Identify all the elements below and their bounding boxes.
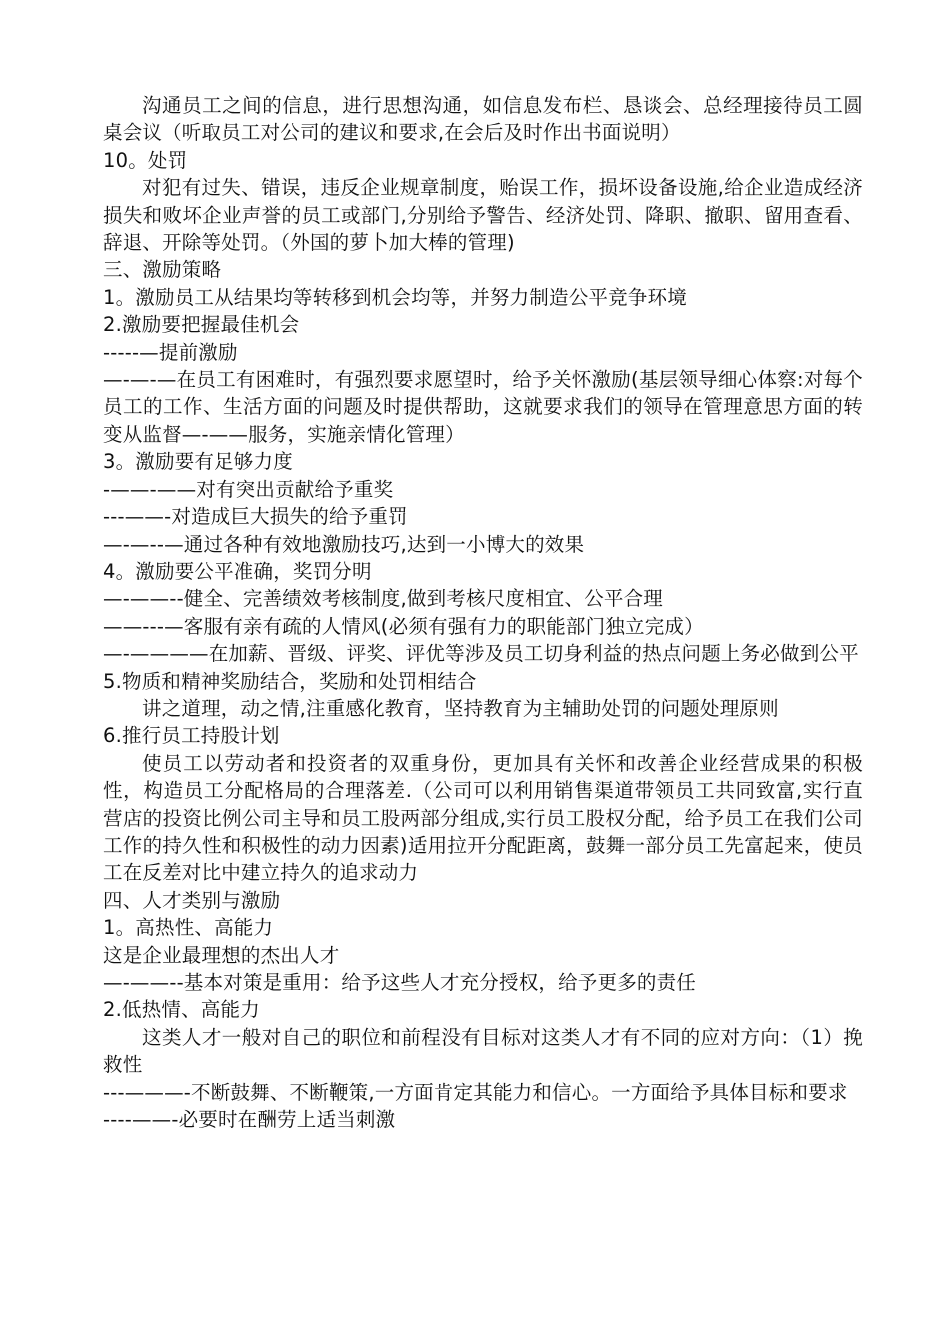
paragraph: 2.低热情、高能力 (103, 998, 260, 1022)
paragraph: —-—--—通过各种有效地激励技巧,达到一小博大的效果 (103, 532, 585, 556)
paragraph: 5.物质和精神奖励结合，奖励和处罚相结合 (103, 669, 477, 693)
paragraph: ---———-不断鼓舞、不断鞭策,一方面肯定其能力和信心。一方面给予具体目标和要求 (103, 1080, 848, 1104)
paragraph: 这是企业最理想的杰出人才 (103, 943, 340, 967)
paragraph: 使员工以劳动者和投资者的双重身份，更加具有关怀和改善企业经营成果的积极性，构造员工分配格局的合理落差.（公司可以利用销售渠道带领员工共同致富,实行直营店的投资比例公司主导和员工股两部分组成,实行员工股权分配，给予员工在我们公司工作的持久性和积极性的动力因素)适用拉开分配距离，鼓舞一部分员工先富起来，使员工在反差对比中建立持久的追求动力 (103, 751, 863, 885)
paragraph: 2.激励要把握最佳机会 (103, 313, 300, 337)
paragraph: -----—提前激励 (103, 340, 238, 364)
paragraph: 1。高热性、高能力 (103, 916, 274, 940)
paragraph: 沟通员工之间的信息，进行思想沟通，如信息发布栏、恳谈会、总经理接待员工圆桌会议（听取员工对公司的建议和要求,在会后及时作出书面说明） (103, 94, 863, 145)
paragraph: —-—-—在员工有困难时，有强烈要求愿望时，给予关怀激励(基层领导细心体察:对每个员工的工作、生活方面的问题及时提供帮助，这就要求我们的领导在管理意思方面的转变从监督—-——服务，实施亲情化管理） (103, 368, 863, 446)
paragraph: —-——--健全、完善绩效考核制度,做到考核尺度相宜、公平合理 (103, 587, 664, 611)
paragraph: 4。激励要公平准确，奖罚分明 (103, 559, 372, 583)
paragraph: 1。激励员工从结果均等转移到机会均等，并努力制造公平竞争环境 (103, 285, 687, 309)
paragraph: ----——-必要时在酬劳上适当刺激 (103, 1108, 396, 1132)
paragraph: 三、激励策略 (103, 258, 222, 282)
paragraph: ---——-对造成巨大损失的给予重罚 (103, 505, 408, 529)
paragraph: 3。激励要有足够力度 (103, 450, 293, 474)
paragraph: 6.推行员工持股计划 (103, 724, 280, 748)
paragraph: ——---—客服有亲有疏的人情风(必须有强有力的职能部门独立完成） (103, 614, 704, 638)
paragraph: 四、人才类别与激励 (103, 888, 281, 912)
paragraph: -——-——对有突出贡献给予重奖 (103, 477, 394, 501)
paragraph: 这类人才一般对自己的职位和前程没有目标对这类人才有不同的应对方向：（1）挽救性 (103, 1025, 863, 1077)
paragraph: —-————在加薪、晋级、评奖、评优等涉及员工切身利益的热点问题上务必做到公平 (103, 642, 859, 666)
document-page (103, 92, 863, 1133)
paragraph: 对犯有过失、错误，违反企业规章制度，贻误工作，损坏设备设施,给企业造成经济损失和败坏企业声誉的员工或部门,分别给予警告、经济处罚、降职、撤职、留用查看、辞退、开除等处罚。（外国的萝卜加大棒的管理) (103, 176, 863, 255)
paragraph: 讲之道理，动之情,注重感化教育，坚持教育为主辅助处罚的问题处理原则 (142, 696, 779, 720)
paragraph: —-——--基本对策是重用：给予这些人才充分授权，给予更多的责任 (103, 971, 697, 994)
paragraph: 10。处罚 (103, 148, 188, 172)
